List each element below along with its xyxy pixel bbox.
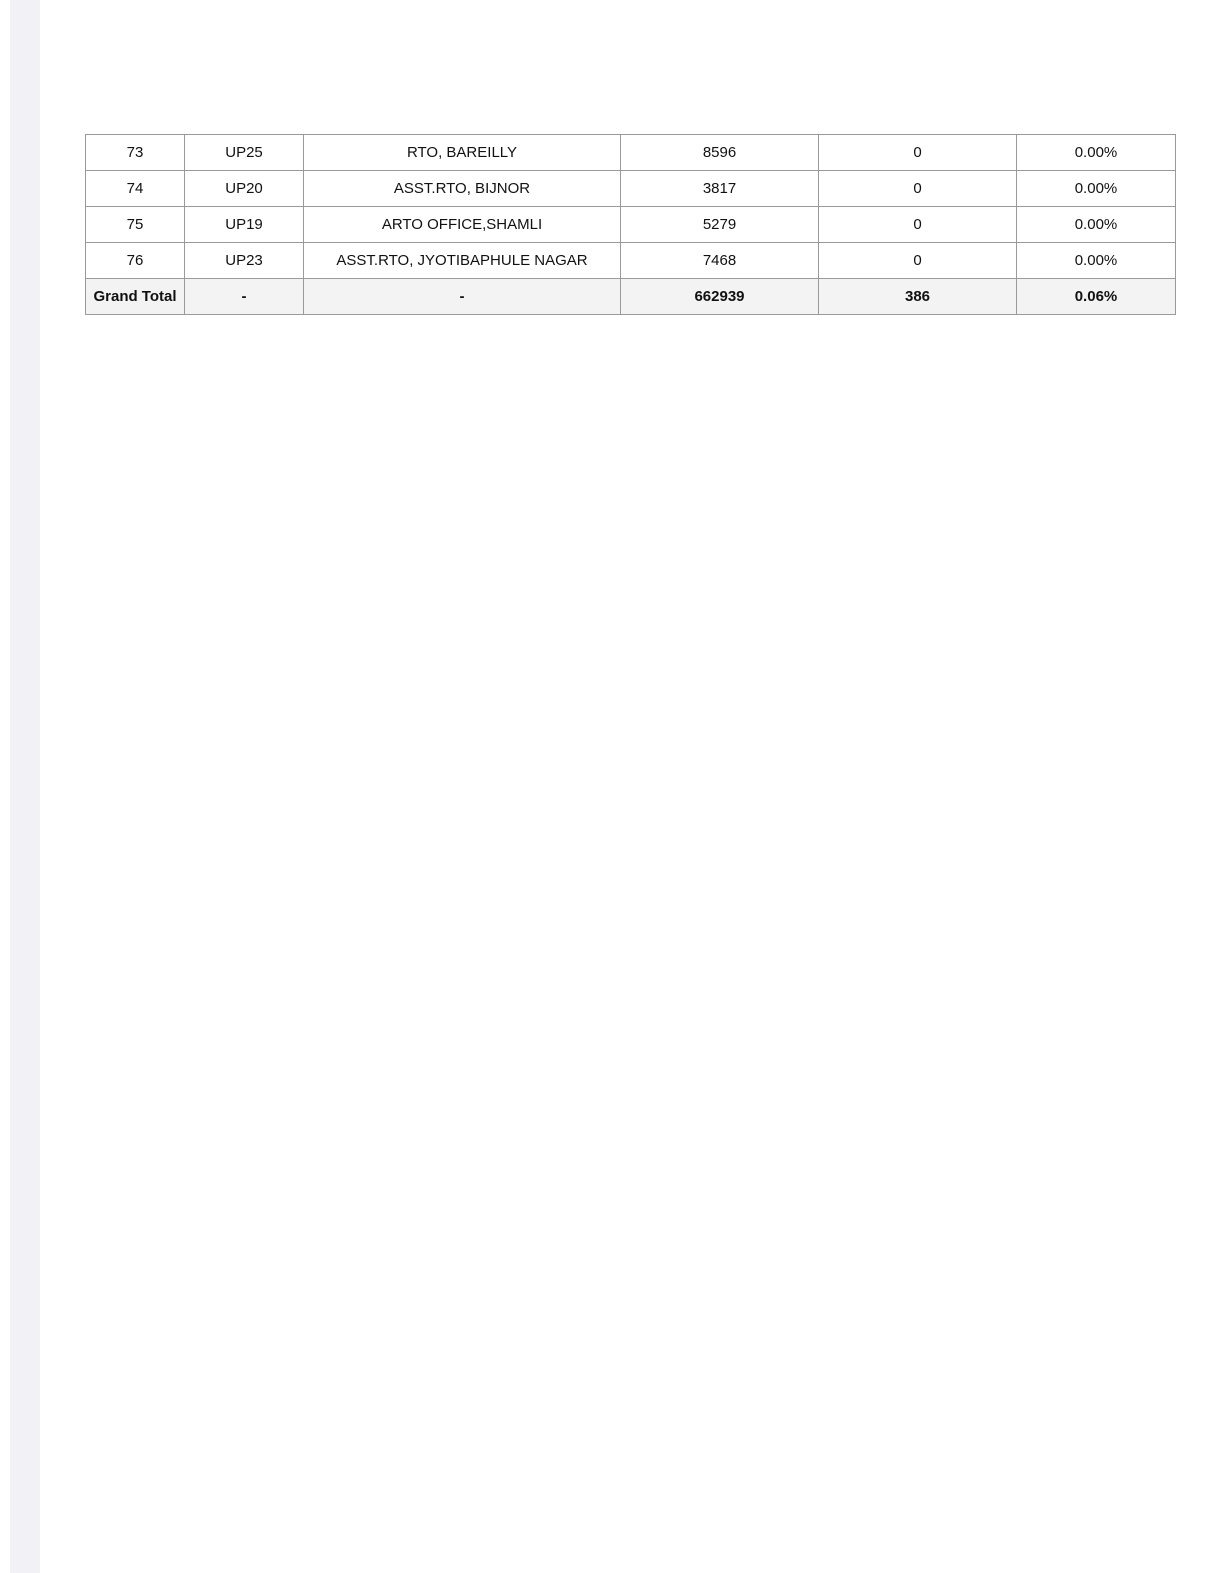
total-cell: 5279 (621, 207, 819, 243)
percent-cell: 0.00% (1017, 135, 1176, 171)
percent-cell: 0.00% (1017, 243, 1176, 279)
table-row (86, 171, 1176, 207)
percent-cell: 0.00% (1017, 171, 1176, 207)
percent-cell: 0.00% (1017, 207, 1176, 243)
office-name-cell: RTO, BAREILLY (304, 135, 621, 171)
count-cell: 0 (819, 171, 1017, 207)
office-name-cell: ASST.RTO, BIJNOR (304, 171, 621, 207)
serial-number-cell: 75 (86, 207, 185, 243)
document-page (40, 0, 1206, 1573)
grand-total-row (86, 279, 1176, 315)
left-margin-strip (10, 0, 40, 1573)
table-row (86, 207, 1176, 243)
serial-number-cell: 76 (86, 243, 185, 279)
table-row (86, 135, 1176, 171)
count-cell: 0 (819, 135, 1017, 171)
total-cell: 3817 (621, 171, 819, 207)
total-cell: 8596 (621, 135, 819, 171)
grand-total-code-cell: - (185, 279, 304, 315)
count-cell: 0 (819, 207, 1017, 243)
rto-code-cell: UP19 (185, 207, 304, 243)
table-row (86, 243, 1176, 279)
rto-report-table (85, 134, 1176, 315)
total-cell: 7468 (621, 243, 819, 279)
grand-total-percent-cell: 0.06% (1017, 279, 1176, 315)
grand-total-office-cell: - (304, 279, 621, 315)
grand-total-count-cell: 386 (819, 279, 1017, 315)
office-name-cell: ARTO OFFICE,SHAMLI (304, 207, 621, 243)
rto-code-cell: UP23 (185, 243, 304, 279)
count-cell: 0 (819, 243, 1017, 279)
grand-total-label: Grand Total (86, 279, 185, 315)
serial-number-cell: 74 (86, 171, 185, 207)
rto-code-cell: UP25 (185, 135, 304, 171)
serial-number-cell: 73 (86, 135, 185, 171)
grand-total-total-cell: 662939 (621, 279, 819, 315)
office-name-cell: ASST.RTO, JYOTIBAPHULE NAGAR (304, 243, 621, 279)
rto-code-cell: UP20 (185, 171, 304, 207)
